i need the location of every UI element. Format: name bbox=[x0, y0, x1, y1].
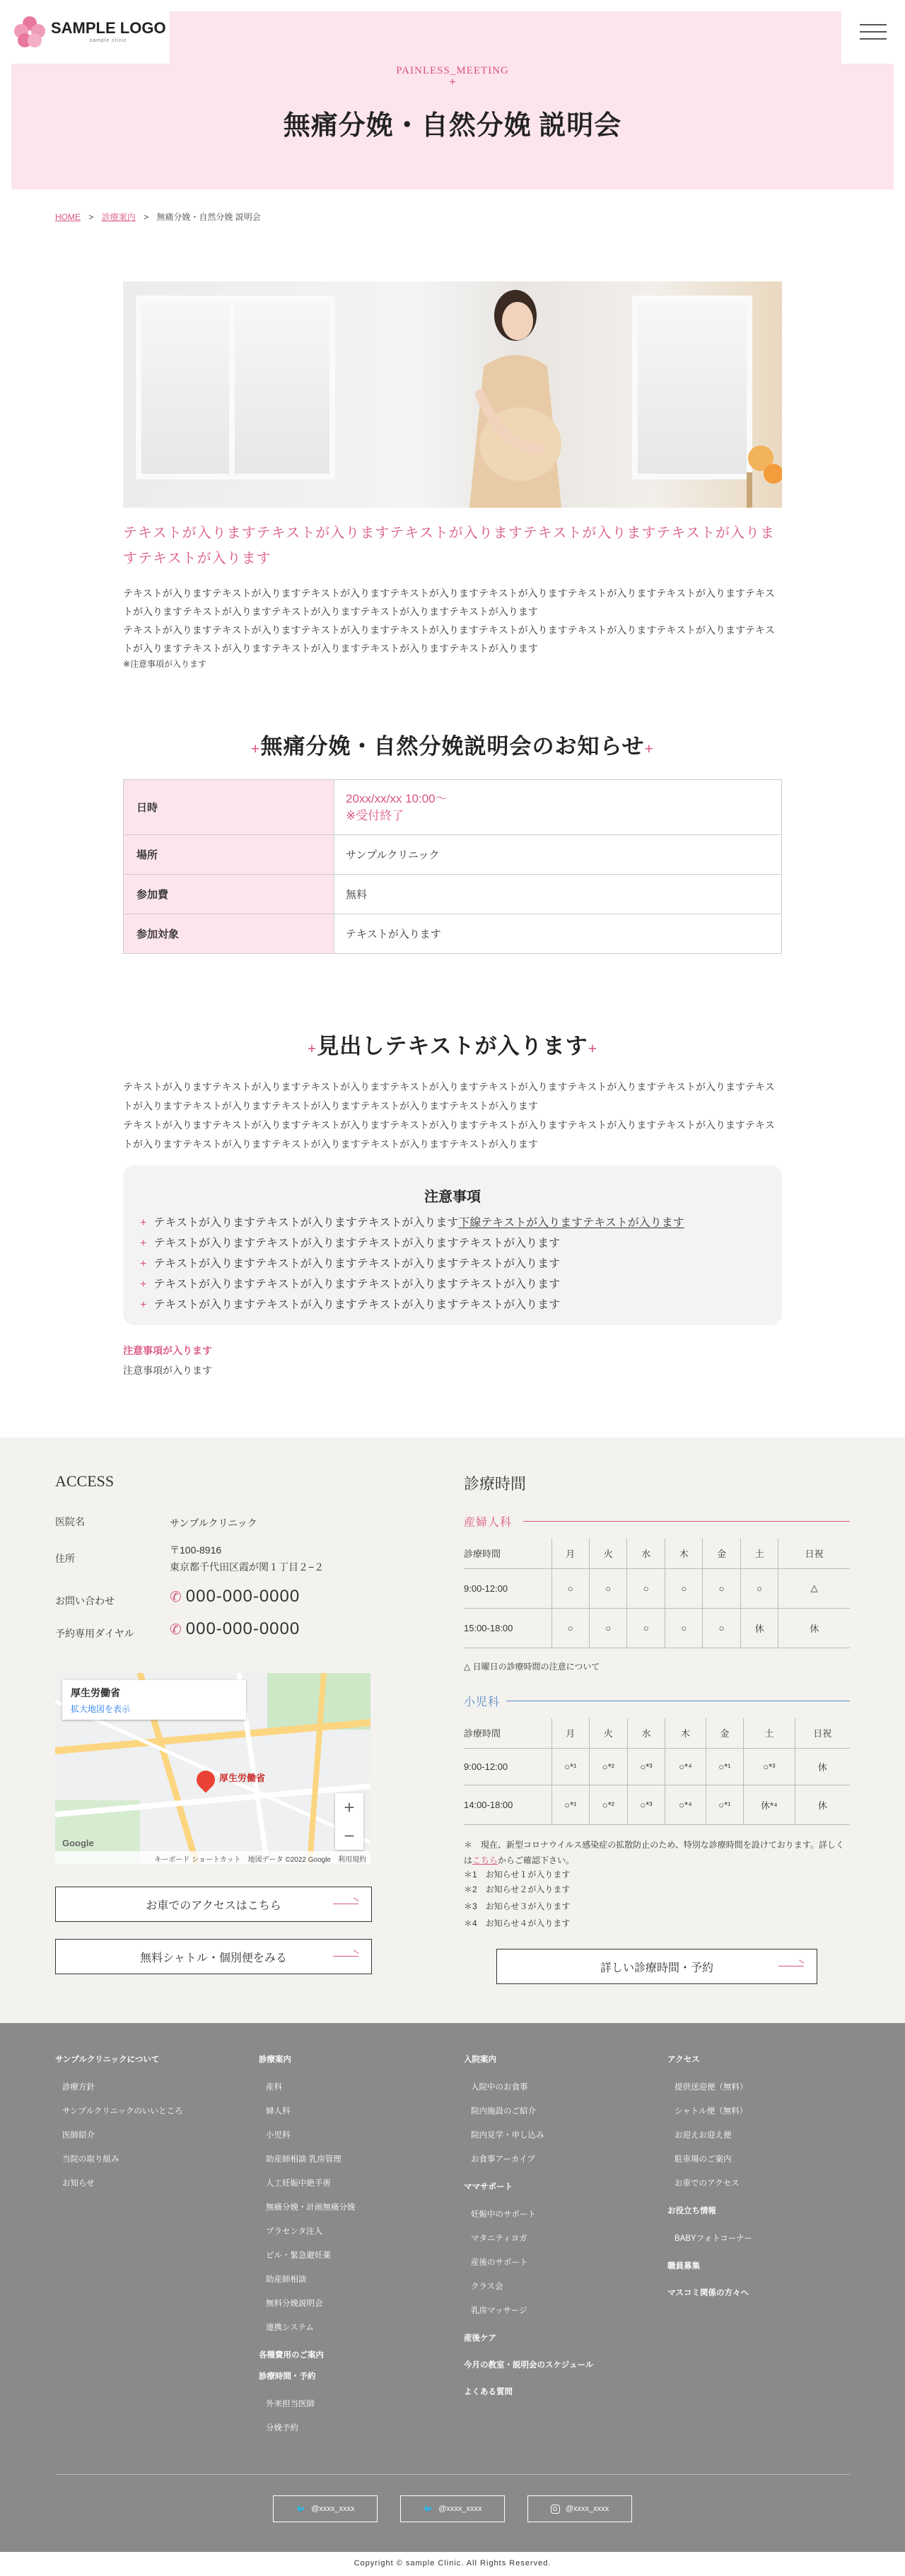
footer-column-access bbox=[667, 2054, 752, 2309]
footer-heading[interactable]: よくある質問 bbox=[464, 2388, 513, 2396]
footer-link[interactable]: 産後のサポート bbox=[471, 2259, 528, 2267]
access-label: 住所 bbox=[55, 1553, 75, 1564]
table-cell: ○ bbox=[627, 1608, 665, 1648]
footer-link[interactable]: 産科 bbox=[266, 2083, 282, 2092]
table-value: 無料 bbox=[334, 875, 782, 914]
footer-link[interactable]: お食事アーカイブ bbox=[471, 2155, 535, 2164]
table-header: 診療時間 bbox=[464, 1718, 551, 1748]
table-cell: ○*⁴ bbox=[665, 1748, 706, 1785]
sns-handle: @xxxx_xxxx bbox=[311, 2505, 355, 2513]
section2-paragraph: テキストが入りますテキストが入りますテキストが入りますテキストが入りますテキストが入りますテキストが入りますテキストが入りますテキストが入りますテキストが入りますテキストが入りますテキストが入りますテキストが入ります bbox=[123, 1119, 775, 1150]
access-value: サンプルクリニック bbox=[170, 1517, 257, 1529]
hamburger-menu-icon[interactable] bbox=[841, 0, 905, 64]
table-cell: ○ bbox=[551, 1608, 589, 1648]
caution-note: 注意事項が入ります bbox=[123, 1365, 212, 1376]
obgyn-label: 産婦人科 bbox=[464, 1517, 513, 1529]
schedule-detail-button-label: 詳しい診療時間・予約 bbox=[600, 1962, 713, 1974]
meeting-date-cell bbox=[334, 780, 782, 835]
table-cell: 休 bbox=[795, 1748, 850, 1785]
plus-icon: + bbox=[140, 1299, 147, 1311]
page-title: 無痛分娩・自然分娩 説明会 bbox=[283, 111, 622, 141]
table-header: 診療時間 bbox=[464, 1539, 551, 1568]
google-logo: Google bbox=[62, 1838, 94, 1848]
logo-subtext: sample clinic bbox=[89, 38, 127, 43]
table-cell: ○*³ bbox=[627, 1785, 665, 1824]
phone-link[interactable] bbox=[170, 1621, 300, 1639]
footer-link[interactable]: お迎えお迎え便 bbox=[675, 2131, 732, 2140]
site-logo[interactable] bbox=[0, 0, 170, 64]
map-enlarge-link[interactable]: 拡大地図を表示 bbox=[71, 1704, 131, 1714]
table-header: 火 bbox=[590, 1718, 628, 1748]
instagram-icon bbox=[551, 2505, 560, 2514]
table-row bbox=[464, 1608, 850, 1648]
heading-section-title-text: 見出しテキストが入ります bbox=[317, 1034, 588, 1059]
table-cell: 休 bbox=[740, 1608, 778, 1648]
page-header bbox=[0, 0, 905, 192]
table-cell: ○*¹ bbox=[551, 1748, 590, 1785]
table-cell: ○ bbox=[740, 1568, 778, 1608]
phone-number: 000-000-0000 bbox=[185, 1587, 300, 1606]
footer-link[interactable]: お知らせ bbox=[62, 2179, 95, 2188]
table-cell: ○*³ bbox=[627, 1748, 665, 1785]
meeting-section-title-text: 無痛分娩・自然分娩説明会のお知らせ bbox=[260, 734, 645, 759]
covid-note bbox=[464, 1837, 850, 1868]
twitter-icon: 🐦 bbox=[423, 2505, 433, 2514]
table-cell: ○ bbox=[627, 1568, 665, 1608]
table-cell: 14:00-18:00 bbox=[464, 1785, 551, 1824]
footer-link[interactable]: 駐車場のご案内 bbox=[675, 2155, 732, 2164]
map-zoom-control bbox=[335, 1793, 363, 1850]
footer-link[interactable]: 連携システム bbox=[266, 2324, 314, 2332]
notice-item-text: テキストが入りますテキストが入りますテキストが入りますテキストが入ります bbox=[153, 1237, 561, 1249]
map-place-name: 厚生労働省 bbox=[71, 1687, 120, 1698]
notice-box bbox=[123, 1165, 782, 1325]
map-attribution: キーボード ショートカット 地図データ ©2022 Google 利用規約 bbox=[55, 1851, 370, 1864]
footer-link[interactable]: 外来担当医師 bbox=[266, 2400, 315, 2408]
footer-link[interactable]: 入院中のお食事 bbox=[471, 2083, 528, 2092]
car-access-button[interactable] bbox=[55, 1887, 372, 1922]
breadcrumb-separator: > bbox=[144, 212, 149, 222]
footer-heading[interactable]: 診療時間・予約 bbox=[259, 2372, 316, 2381]
footer-link[interactable]: BABYフォトコーナー bbox=[675, 2234, 753, 2243]
access-label: 医院名 bbox=[55, 1516, 85, 1527]
footer-link[interactable]: 助産師相談 乳房管理 bbox=[266, 2155, 341, 2164]
footer-link[interactable]: 院内見学・申し込み bbox=[471, 2131, 544, 2140]
table-header: 水 bbox=[627, 1539, 665, 1568]
table-header: 火 bbox=[589, 1539, 626, 1568]
table-cell: 9:00-12:00 bbox=[464, 1568, 551, 1608]
footer-link[interactable]: 妊娠中のサポート bbox=[471, 2210, 536, 2219]
plus-icon: + bbox=[140, 1258, 147, 1270]
footer-column-services bbox=[259, 2054, 356, 2440]
address-line: 東京都千代田区霞が関１丁目２−２ bbox=[170, 1561, 325, 1573]
footer-link[interactable]: シャトル便（無料） bbox=[675, 2107, 748, 2116]
shuttle-button[interactable] bbox=[55, 1939, 372, 1974]
schedule-title: 診療時間 bbox=[464, 1475, 527, 1493]
footer-link[interactable]: サンプルクリニックのいいところ bbox=[62, 2107, 183, 2116]
divider bbox=[523, 1521, 850, 1522]
arrow-right-icon bbox=[333, 1956, 358, 1957]
plus-icon: + bbox=[307, 1039, 317, 1057]
footer-link[interactable]: ピル・緊急避妊薬 bbox=[266, 2251, 331, 2260]
list-item bbox=[140, 1254, 765, 1274]
pediatrics-schedule-table bbox=[464, 1718, 850, 1825]
footer-link[interactable]: 院内施設のご紹介 bbox=[471, 2107, 536, 2116]
schedule-notes bbox=[464, 1837, 850, 1932]
access-title: ACCESS bbox=[55, 1472, 115, 1490]
google-map[interactable] bbox=[55, 1673, 370, 1864]
access-row bbox=[55, 1588, 300, 1608]
caution-note: 注意事項が入ります bbox=[123, 1345, 212, 1356]
table-cell: ○*³ bbox=[744, 1748, 795, 1785]
footer-heading[interactable]: アクセス bbox=[667, 2056, 700, 2064]
table-cell: ○ bbox=[551, 1568, 589, 1608]
table-label: 参加対象 bbox=[124, 914, 334, 954]
access-row bbox=[55, 1515, 257, 1532]
table-cell: ○ bbox=[665, 1568, 702, 1608]
footer-heading[interactable]: 診療案内 bbox=[259, 2056, 291, 2064]
phone-link[interactable] bbox=[170, 1588, 300, 1607]
copyright: Copyright © sample Clinic. All Rights Reserved. bbox=[0, 2552, 905, 2576]
intro-paragraph: テキストが入りますテキストが入りますテキストが入りますテキストが入りますテキストが入りますテキストが入りますテキストが入りますテキストが入りますテキストが入りますテキストが入りますテキストが入りますテキストが入ります bbox=[123, 624, 775, 654]
car-access-button-label: お車でのアクセスはこちら bbox=[146, 1899, 281, 1912]
list-item bbox=[140, 1213, 765, 1233]
logo-flower-icon bbox=[14, 16, 45, 47]
table-row bbox=[124, 875, 782, 914]
table-cell: ○*¹ bbox=[706, 1748, 744, 1785]
notice-item-text: テキストが入りますテキストが入りますテキストが入りますテキストが入ります bbox=[153, 1299, 561, 1311]
table-row bbox=[464, 1539, 850, 1568]
access-address bbox=[170, 1541, 324, 1575]
footer-heading[interactable]: ママサポート bbox=[464, 2183, 513, 2191]
woman-figure-illustration bbox=[441, 281, 590, 508]
phone-icon: ✆ bbox=[170, 1590, 182, 1605]
footer-heading[interactable]: サンプルクリニックについて bbox=[55, 2056, 160, 2064]
footnote: ＊3 お知らせ３が入ります bbox=[464, 1901, 571, 1911]
table-row bbox=[124, 835, 782, 875]
list-item bbox=[140, 1233, 765, 1254]
notice-title: 注意事項 bbox=[424, 1189, 481, 1205]
instagram-button[interactable] bbox=[527, 2495, 632, 2522]
footnote: ＊1 お知らせ１が入ります bbox=[464, 1870, 571, 1879]
obgyn-schedule-table bbox=[464, 1539, 850, 1648]
access-label: お問い合わせ bbox=[55, 1595, 115, 1607]
table-cell: ○*¹ bbox=[551, 1785, 590, 1824]
intro-paragraph: テキストが入りますテキストが入りますテキストが入りますテキストが入りますテキストが入りますテキストが入りますテキストが入りますテキストが入りますテキストが入りますテキストが入りますテキストが入りますテキストが入ります bbox=[123, 588, 775, 617]
table-cell: 休 bbox=[778, 1608, 850, 1648]
logo-text: SAMPLE LOGO bbox=[51, 19, 166, 37]
notice-list bbox=[140, 1213, 765, 1315]
breadcrumb bbox=[55, 211, 261, 223]
breadcrumb-parent-link[interactable]: 診療案内 bbox=[101, 212, 136, 222]
phone-icon: ✆ bbox=[170, 1622, 182, 1638]
footnote: ＊2 お知らせ２が入ります bbox=[464, 1884, 571, 1894]
table-cell: ○*² bbox=[590, 1748, 628, 1785]
access-label: 予約専用ダイヤル bbox=[55, 1628, 134, 1639]
reception-closed-label: ※受付終了 bbox=[346, 808, 404, 822]
table-header: 土 bbox=[740, 1539, 778, 1568]
meeting-section-title bbox=[0, 728, 905, 760]
list-item bbox=[140, 1274, 765, 1295]
covid-note-tail: からご確認下さい。 bbox=[498, 1855, 575, 1865]
table-label: 参加費 bbox=[124, 875, 334, 914]
table-header: 木 bbox=[665, 1539, 702, 1568]
footnote: ＊4 お知らせ４が入ります bbox=[464, 1918, 571, 1928]
table-header: 月 bbox=[551, 1718, 590, 1748]
footer-link[interactable]: 助産師相談 bbox=[266, 2275, 307, 2284]
footer-heading[interactable]: 今月の教室・説明会のスケジュール bbox=[464, 2361, 594, 2370]
breadcrumb-home-link[interactable]: HOME bbox=[55, 212, 81, 222]
footer-link[interactable]: 婦人科 bbox=[266, 2107, 291, 2116]
heading-section-title bbox=[0, 1028, 905, 1060]
table-row bbox=[464, 1748, 850, 1785]
meeting-info-table bbox=[123, 779, 782, 954]
footer-link[interactable]: 当院の取り組み bbox=[62, 2155, 119, 2164]
access-row bbox=[55, 1541, 324, 1575]
intro-body bbox=[123, 584, 782, 658]
table-cell: 休 bbox=[795, 1785, 850, 1824]
table-cell: ○*¹ bbox=[706, 1785, 744, 1824]
footer-link[interactable]: 提供送迎便（無料） bbox=[675, 2083, 748, 2092]
shuttle-button-label: 無料シャトル・個別便をみる bbox=[140, 1952, 287, 1964]
notice-underline-link[interactable]: 下線テキストが入りますテキストが入ります bbox=[458, 1217, 684, 1229]
table-label: 日時 bbox=[124, 780, 334, 835]
footer-heading[interactable]: 入院案内 bbox=[464, 2056, 496, 2064]
table-cell: ○*² bbox=[590, 1785, 628, 1824]
footer-link[interactable]: 乳房マッサージ bbox=[471, 2307, 527, 2315]
plus-icon: + bbox=[140, 1237, 147, 1249]
flower-decoration-icon bbox=[732, 430, 782, 508]
notice-item-text: テキストが入りますテキストが入りますテキストが入ります bbox=[153, 1217, 459, 1229]
hero-english-title: PAINLESS_MEETING bbox=[396, 65, 509, 76]
sns-handle: @xxxx_xxxx bbox=[438, 2505, 482, 2513]
hero-plus-icon: + bbox=[449, 76, 456, 88]
breadcrumb-separator: > bbox=[88, 212, 94, 222]
plus-icon: + bbox=[140, 1217, 147, 1229]
table-header: 木 bbox=[665, 1718, 706, 1748]
section2-paragraph: テキストが入りますテキストが入りますテキストが入りますテキストが入りますテキストが入りますテキストが入りますテキストが入りますテキストが入りますテキストが入りますテキストが入りますテキストが入りますテキストが入ります bbox=[123, 1081, 775, 1112]
footer-link[interactable]: 無料分娩説明会 bbox=[266, 2300, 323, 2308]
table-cell: ○ bbox=[665, 1608, 702, 1648]
footer-divider bbox=[55, 2474, 850, 2475]
footer-heading[interactable]: 産後ケア bbox=[464, 2334, 496, 2343]
table-cell: ○ bbox=[703, 1568, 740, 1608]
footer-link[interactable]: 無痛分娩・計画無痛分娩 bbox=[266, 2203, 356, 2212]
footer-link[interactable]: お車でのアクセス bbox=[675, 2179, 740, 2188]
footer-heading[interactable]: マスコミ関係の方々へ bbox=[667, 2289, 749, 2297]
zoom-in-button[interactable]: + bbox=[344, 1796, 355, 1818]
footer-link[interactable]: プラセンタ注入 bbox=[266, 2227, 323, 2236]
map-info-card bbox=[62, 1680, 246, 1720]
table-header: 水 bbox=[627, 1718, 665, 1748]
pregnant-woman-photo bbox=[123, 281, 782, 508]
footer-heading[interactable]: 職員募集 bbox=[667, 2262, 700, 2271]
breadcrumb-current: 無痛分娩・自然分娩 説明会 bbox=[156, 212, 261, 222]
table-value: サンプルクリニック bbox=[334, 835, 782, 875]
table-header: 金 bbox=[706, 1718, 744, 1748]
twitter-button[interactable] bbox=[400, 2495, 505, 2522]
table-header: 土 bbox=[744, 1718, 795, 1748]
table-value: テキストが入ります bbox=[334, 914, 782, 954]
phone-number: 000-000-0000 bbox=[185, 1619, 300, 1638]
pediatrics-label: 小児科 bbox=[464, 1696, 501, 1708]
table-row bbox=[464, 1718, 850, 1748]
table-row bbox=[124, 780, 782, 835]
footer-link[interactable]: 診療方針 bbox=[62, 2083, 95, 2092]
table-header: 月 bbox=[551, 1539, 589, 1568]
table-header: 日祝 bbox=[795, 1718, 850, 1748]
footer-heading[interactable]: 各種費用のご案内 bbox=[259, 2351, 324, 2360]
table-cell: 15:00-18:00 bbox=[464, 1608, 551, 1648]
sns-handle: @xxxx_xxxx bbox=[565, 2505, 609, 2513]
covid-note-text: ＊ 現在、新型コロナウイルス感染症の拡散防止のため、特別な診療時間を設けております。詳しくは bbox=[464, 1840, 844, 1865]
notice-item-text: テキストが入りますテキストが入りますテキストが入りますテキストが入ります bbox=[153, 1258, 561, 1270]
table-cell: ○ bbox=[703, 1608, 740, 1648]
intro-note: ※注意事項が入ります bbox=[123, 659, 207, 669]
table-cell: ○ bbox=[589, 1608, 626, 1648]
site-footer bbox=[0, 2023, 905, 2576]
footer-heading[interactable]: お役立ち情報 bbox=[667, 2207, 716, 2215]
footer-link[interactable]: 小児科 bbox=[266, 2131, 291, 2140]
schedule-detail-button[interactable] bbox=[496, 1949, 817, 1984]
table-row bbox=[124, 914, 782, 954]
access-row bbox=[55, 1621, 300, 1640]
footer-column-admission bbox=[464, 2054, 593, 2408]
intro-lead-text: テキストが入りますテキストが入りますテキストが入りますテキストが入りますテキストが入りますテキストが入ります bbox=[123, 525, 775, 566]
footer-link[interactable]: 分娩予約 bbox=[266, 2424, 298, 2432]
plus-icon: + bbox=[588, 1039, 598, 1057]
table-header: 日祝 bbox=[778, 1539, 850, 1568]
meeting-date: 20xx/xx/xx 10:00〜 bbox=[346, 791, 448, 805]
table-cell: 休*⁴ bbox=[744, 1785, 795, 1824]
postal-code: 〒100-8916 bbox=[170, 1544, 222, 1556]
section2-body bbox=[123, 1078, 782, 1154]
table-cell: 9:00-12:00 bbox=[464, 1748, 551, 1785]
footer-column-about bbox=[55, 2054, 183, 2196]
table-cell: ○ bbox=[589, 1568, 626, 1608]
table-cell: △ bbox=[778, 1568, 850, 1608]
footer-link[interactable]: クラス会 bbox=[471, 2283, 503, 2291]
notice-item-text: テキストが入りますテキストが入りますテキストが入りますテキストが入ります bbox=[153, 1278, 561, 1290]
footer-link[interactable]: マタニティヨガ bbox=[471, 2234, 527, 2243]
plus-icon: + bbox=[250, 739, 261, 757]
table-cell: ○*⁴ bbox=[665, 1785, 706, 1824]
table-label: 場所 bbox=[124, 835, 334, 875]
table-header: 金 bbox=[703, 1539, 740, 1568]
list-item bbox=[140, 1295, 765, 1315]
footer-link[interactable]: 人工妊娠中絶手術 bbox=[266, 2179, 331, 2188]
twitter-button[interactable] bbox=[273, 2495, 378, 2522]
zoom-out-button[interactable]: − bbox=[344, 1824, 355, 1846]
twitter-icon: 🐦 bbox=[296, 2505, 306, 2514]
map-pin-label: 厚生労働省 bbox=[219, 1773, 266, 1783]
plus-icon: + bbox=[140, 1278, 147, 1290]
footer-link[interactable]: 医師紹介 bbox=[62, 2131, 95, 2140]
table-row bbox=[464, 1785, 850, 1824]
obgyn-note: △ 日曜日の診療時間の注意について bbox=[464, 1662, 600, 1672]
covid-note-link[interactable]: こちら bbox=[472, 1855, 498, 1865]
plus-icon: + bbox=[644, 739, 655, 757]
table-row bbox=[464, 1568, 850, 1608]
